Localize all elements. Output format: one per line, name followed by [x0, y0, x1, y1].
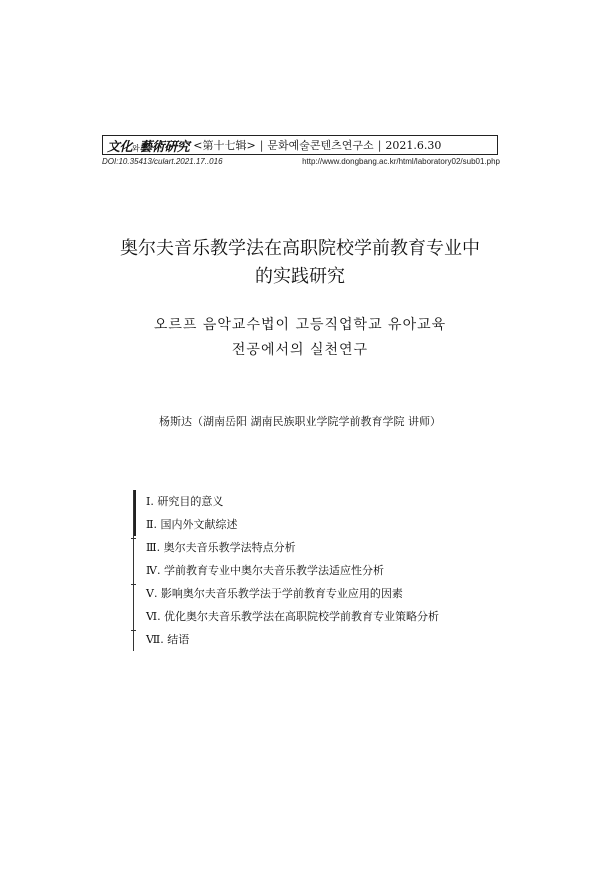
publisher-label: 문화예술콘텐츠연구소	[267, 139, 374, 152]
author-line: 杨斯达（湖南岳阳 湖南民族职业学院学前教育学院 讲师）	[159, 415, 441, 428]
toc-item-3[interactable]: Ⅲ. 奥尔夫音乐教学法特点分析	[146, 541, 296, 554]
title-korean: 오르프 음악교수법이 고등직업학교 유아교육 전공에서의 실천연구	[153, 317, 447, 358]
toc-item-2[interactable]: Ⅱ. 国内外文献综述	[146, 518, 238, 531]
title-chinese: 奥尔夫音乐教学法在高职院校学前教育专业中 的实践研究	[120, 238, 480, 287]
journal-header: 文化와藝術硏究 <第十七辑> | 문화예술콘텐츠연구소 | 2021.6.30	[102, 135, 498, 155]
issue-label: <第十七辑>	[193, 139, 256, 152]
toc-item-5[interactable]: Ⅴ. 影响奥尔夫音乐教学法于学前教育专业应用的因素	[146, 587, 403, 600]
table-of-contents	[133, 490, 586, 651]
toc-item-7[interactable]: Ⅶ. 结语	[146, 633, 190, 646]
toc-item-4[interactable]: Ⅳ. 学前教育专业中奥尔夫音乐教学法适应性分析	[146, 564, 384, 577]
date-label: 2021.6.30	[385, 138, 442, 152]
url[interactable]: http://www.dongbang.ac.kr/html/laboratory02/sub01.php	[302, 157, 500, 166]
meta-line	[102, 157, 500, 166]
toc-item-1[interactable]: Ⅰ. 研究目的意义	[146, 495, 224, 508]
journal-logo: 文化와藝術硏究	[107, 139, 190, 155]
toc-item-6[interactable]: Ⅵ. 优化奥尔夫音乐教学法在高职院校学前教育专业策略分析	[146, 610, 440, 623]
doi[interactable]: DOI:10.35413/culart.2021.17..016	[102, 157, 223, 166]
